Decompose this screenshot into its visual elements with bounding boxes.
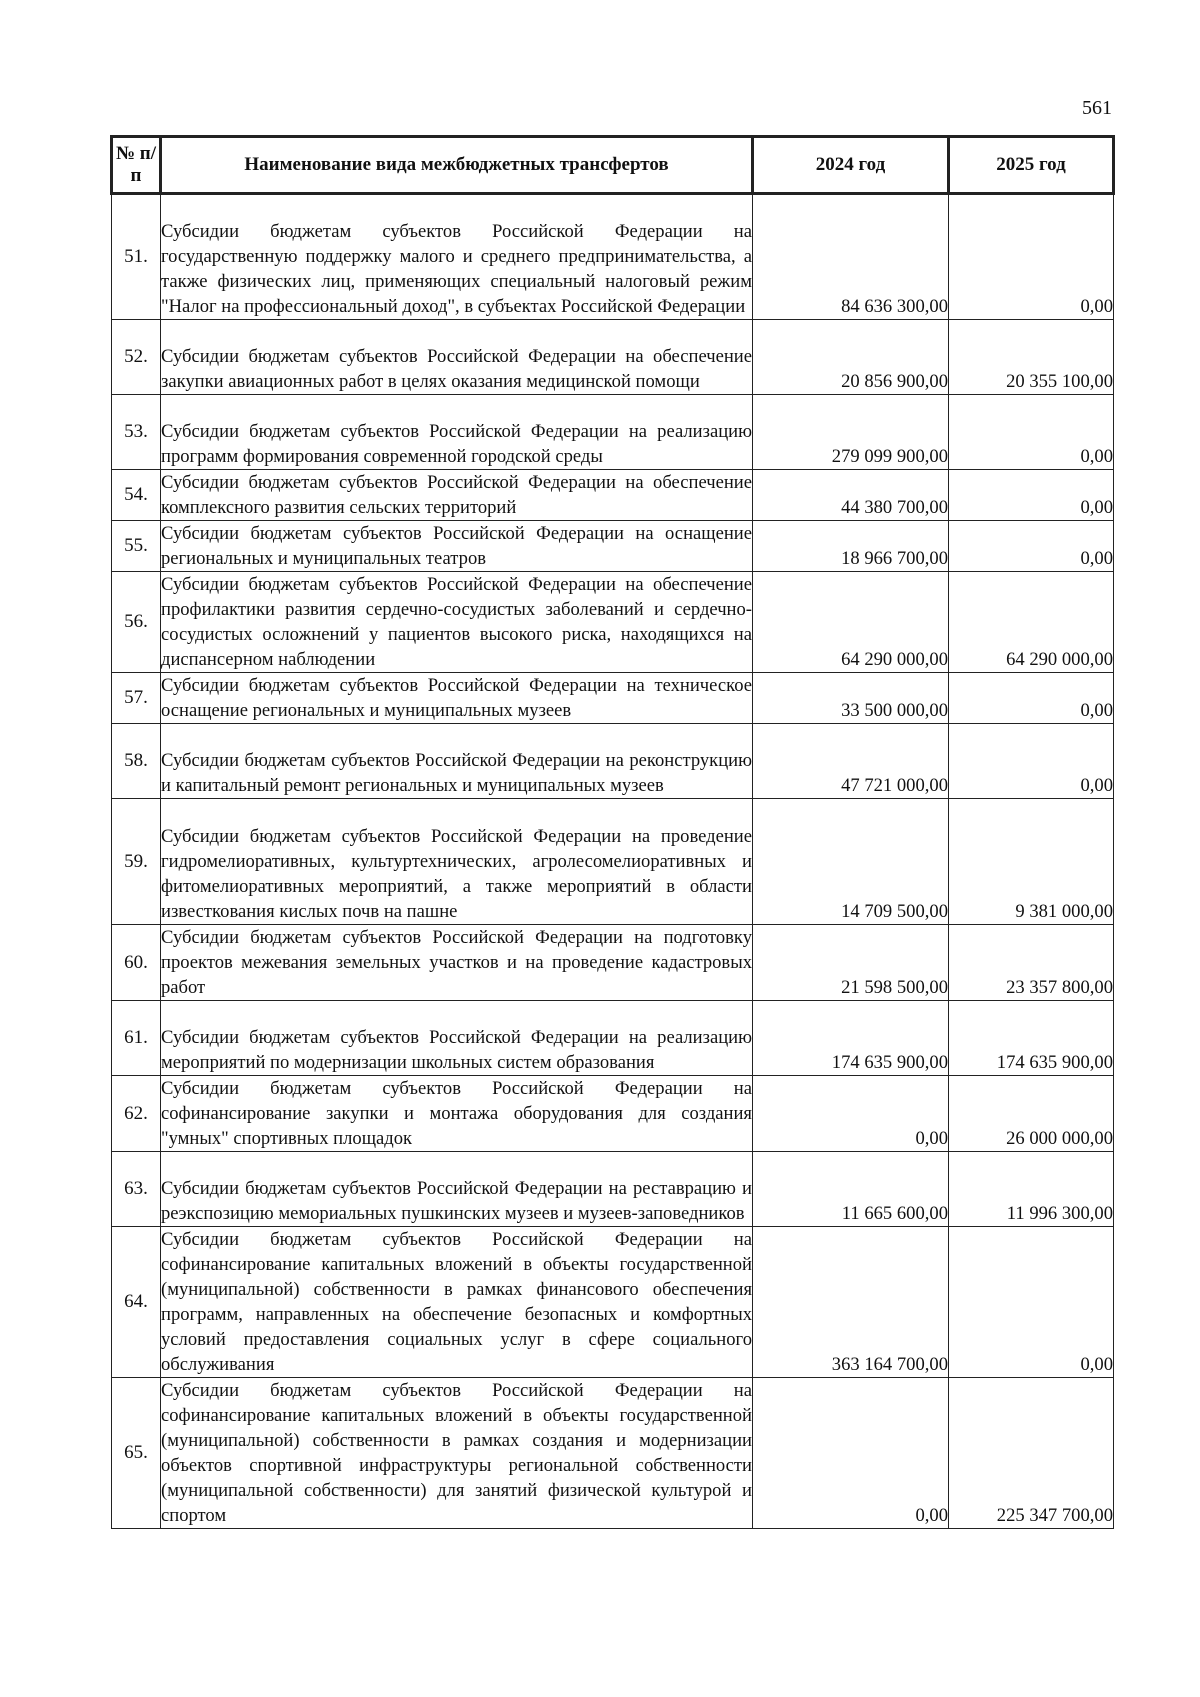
row-number: 59. bbox=[112, 799, 161, 925]
amount-2024: 14 709 500,00 bbox=[753, 799, 949, 925]
table-row bbox=[112, 1378, 1114, 1529]
amount-2024: 11 665 600,00 bbox=[753, 1152, 949, 1227]
table-row bbox=[112, 724, 1114, 799]
amount-2024: 0,00 bbox=[753, 1378, 949, 1529]
amount-2025: 0,00 bbox=[949, 194, 1114, 320]
amount-2024: 0,00 bbox=[753, 1076, 949, 1152]
transfer-name: Субсидии бюджетам субъектов Российской Федерации на государственную поддержку малого и среднего предпринимательства, а также физических лиц, применяющих специальный налоговый режим "Налог на профессиональный доход", в субъектах Российской Федерации bbox=[161, 221, 752, 317]
row-number: 53. bbox=[112, 395, 161, 470]
transfer-name-cell bbox=[161, 799, 753, 925]
amount-2025: 20 355 100,00 bbox=[949, 320, 1114, 395]
row-number: 57. bbox=[112, 673, 161, 724]
transfer-name: Субсидии бюджетам субъектов Российской Федерации на проведение гидромелиоративных, культуртехнических, агролесомелиоративных и фитомелиоративных мероприятий, а также мероприятий в области известкования кислых почв на пашне bbox=[161, 826, 752, 922]
row-number: 65. bbox=[112, 1378, 161, 1529]
table-row bbox=[112, 673, 1114, 724]
transfer-name: Субсидии бюджетам субъектов Российской Федерации на обеспечение профилактики развития сердечно-сосудистых заболеваний и сердечно-сосудистых осложнений у пациентов высокого риска, находящихся на диспансерном наблюдении bbox=[161, 574, 752, 670]
amount-2025: 26 000 000,00 bbox=[949, 1076, 1114, 1152]
transfer-name: Субсидии бюджетам субъектов Российской Федерации на софинансирование закупки и монтажа оборудования для создания "умных" спортивных площадок bbox=[161, 1078, 752, 1149]
table-row bbox=[112, 320, 1114, 395]
amount-2025: 0,00 bbox=[949, 395, 1114, 470]
transfer-name-cell bbox=[161, 1227, 753, 1378]
transfer-name-cell bbox=[161, 1152, 753, 1227]
row-number: 54. bbox=[112, 470, 161, 521]
column-header-name: Наименование вида межбюджетных трансфертов bbox=[161, 137, 753, 194]
amount-2025: 0,00 bbox=[949, 470, 1114, 521]
table-row bbox=[112, 925, 1114, 1001]
amount-2024: 21 598 500,00 bbox=[753, 925, 949, 1001]
transfer-name-cell bbox=[161, 320, 753, 395]
transfer-name-cell bbox=[161, 572, 753, 673]
transfer-name: Субсидии бюджетам субъектов Российской Федерации на обеспечение закупки авиационных работ в целях оказания медицинской помощи bbox=[161, 346, 752, 392]
transfer-name-cell bbox=[161, 1076, 753, 1152]
table-row bbox=[112, 1152, 1114, 1227]
amount-2025: 23 357 800,00 bbox=[949, 925, 1114, 1001]
row-number: 64. bbox=[112, 1227, 161, 1378]
transfer-name-cell bbox=[161, 470, 753, 521]
transfer-name: Субсидии бюджетам субъектов Российской Федерации на подготовку проектов межевания земельных участков и на проведение кадастровых работ bbox=[161, 927, 752, 998]
table-row bbox=[112, 1076, 1114, 1152]
transfer-name: Субсидии бюджетам субъектов Российской Федерации на софинансирование капитальных вложений в объекты государственной (муниципальной) собственности в рамках финансового обеспечения программ, направленных на обеспечение безопасных и комфортных условий предоставления социальных услуг в сфере социального обслуживания bbox=[161, 1229, 752, 1375]
amount-2025: 225 347 700,00 bbox=[949, 1378, 1114, 1529]
row-number: 63. bbox=[112, 1152, 161, 1227]
transfer-name: Субсидии бюджетам субъектов Российской Федерации на техническое оснащение региональных и муниципальных музеев bbox=[161, 675, 752, 721]
amount-2025: 0,00 bbox=[949, 1227, 1114, 1378]
amount-2024: 174 635 900,00 bbox=[753, 1001, 949, 1076]
amount-2025: 0,00 bbox=[949, 724, 1114, 799]
row-number: 61. bbox=[112, 1001, 161, 1076]
amount-2024: 47 721 000,00 bbox=[753, 724, 949, 799]
amount-2024: 84 636 300,00 bbox=[753, 194, 949, 320]
table-row bbox=[112, 799, 1114, 925]
amount-2024: 20 856 900,00 bbox=[753, 320, 949, 395]
transfer-name: Субсидии бюджетам субъектов Российской Федерации на реконструкцию и капитальный ремонт региональных и муниципальных музеев bbox=[161, 750, 752, 796]
transfer-name: Субсидии бюджетам субъектов Российской Федерации на оснащение региональных и муниципальных театров bbox=[161, 523, 752, 569]
column-header-2024: 2024 год bbox=[753, 137, 949, 194]
amount-2024: 279 099 900,00 bbox=[753, 395, 949, 470]
amount-2024: 64 290 000,00 bbox=[753, 572, 949, 673]
table-row bbox=[112, 521, 1114, 572]
transfer-name-cell bbox=[161, 673, 753, 724]
transfer-name: Субсидии бюджетам субъектов Российской Федерации на реализацию мероприятий по модернизации школьных систем образования bbox=[161, 1027, 752, 1073]
table-row bbox=[112, 194, 1114, 320]
row-number: 62. bbox=[112, 1076, 161, 1152]
table-body bbox=[112, 194, 1114, 1529]
row-number: 56. bbox=[112, 572, 161, 673]
transfer-name-cell bbox=[161, 925, 753, 1001]
transfers-table bbox=[110, 135, 1115, 1529]
table-row bbox=[112, 572, 1114, 673]
amount-2025: 0,00 bbox=[949, 521, 1114, 572]
amount-2025: 0,00 bbox=[949, 673, 1114, 724]
transfer-name-cell bbox=[161, 395, 753, 470]
table-row bbox=[112, 395, 1114, 470]
transfer-name: Субсидии бюджетам субъектов Российской Федерации на софинансирование капитальных вложений в объекты государственной (муниципальной) собственности в рамках создания и модернизации объектов спортивной инфраструктуры региональной собственности (муниципальной собственности) для занятий физической культурой и спортом bbox=[161, 1380, 752, 1526]
amount-2024: 44 380 700,00 bbox=[753, 470, 949, 521]
amount-2025: 64 290 000,00 bbox=[949, 572, 1114, 673]
row-number: 51. bbox=[112, 194, 161, 320]
column-header-number: № п/п bbox=[112, 137, 161, 194]
amount-2024: 363 164 700,00 bbox=[753, 1227, 949, 1378]
page-number: 561 bbox=[1082, 97, 1112, 119]
amount-2024: 18 966 700,00 bbox=[753, 521, 949, 572]
transfer-name-cell bbox=[161, 724, 753, 799]
table-row bbox=[112, 1227, 1114, 1378]
transfer-name-cell bbox=[161, 1378, 753, 1529]
transfer-name: Субсидии бюджетам субъектов Российской Федерации на обеспечение комплексного развития сельских территорий bbox=[161, 472, 752, 518]
table-row bbox=[112, 1001, 1114, 1076]
row-number: 52. bbox=[112, 320, 161, 395]
transfer-name-cell bbox=[161, 1001, 753, 1076]
amount-2024: 33 500 000,00 bbox=[753, 673, 949, 724]
amount-2025: 9 381 000,00 bbox=[949, 799, 1114, 925]
table-row bbox=[112, 470, 1114, 521]
amount-2025: 174 635 900,00 bbox=[949, 1001, 1114, 1076]
row-number: 58. bbox=[112, 724, 161, 799]
transfer-name-cell bbox=[161, 194, 753, 320]
amount-2025: 11 996 300,00 bbox=[949, 1152, 1114, 1227]
row-number: 55. bbox=[112, 521, 161, 572]
transfer-name-cell bbox=[161, 521, 753, 572]
table-header bbox=[112, 137, 1114, 194]
transfer-name: Субсидии бюджетам субъектов Российской Федерации на реализацию программ формирования современной городской среды bbox=[161, 421, 752, 467]
row-number: 60. bbox=[112, 925, 161, 1001]
column-header-2025: 2025 год bbox=[949, 137, 1114, 194]
transfer-name: Субсидии бюджетам субъектов Российской Федерации на реставрацию и реэкспозицию мемориальных пушкинских музеев и музеев-заповедников bbox=[161, 1178, 752, 1224]
